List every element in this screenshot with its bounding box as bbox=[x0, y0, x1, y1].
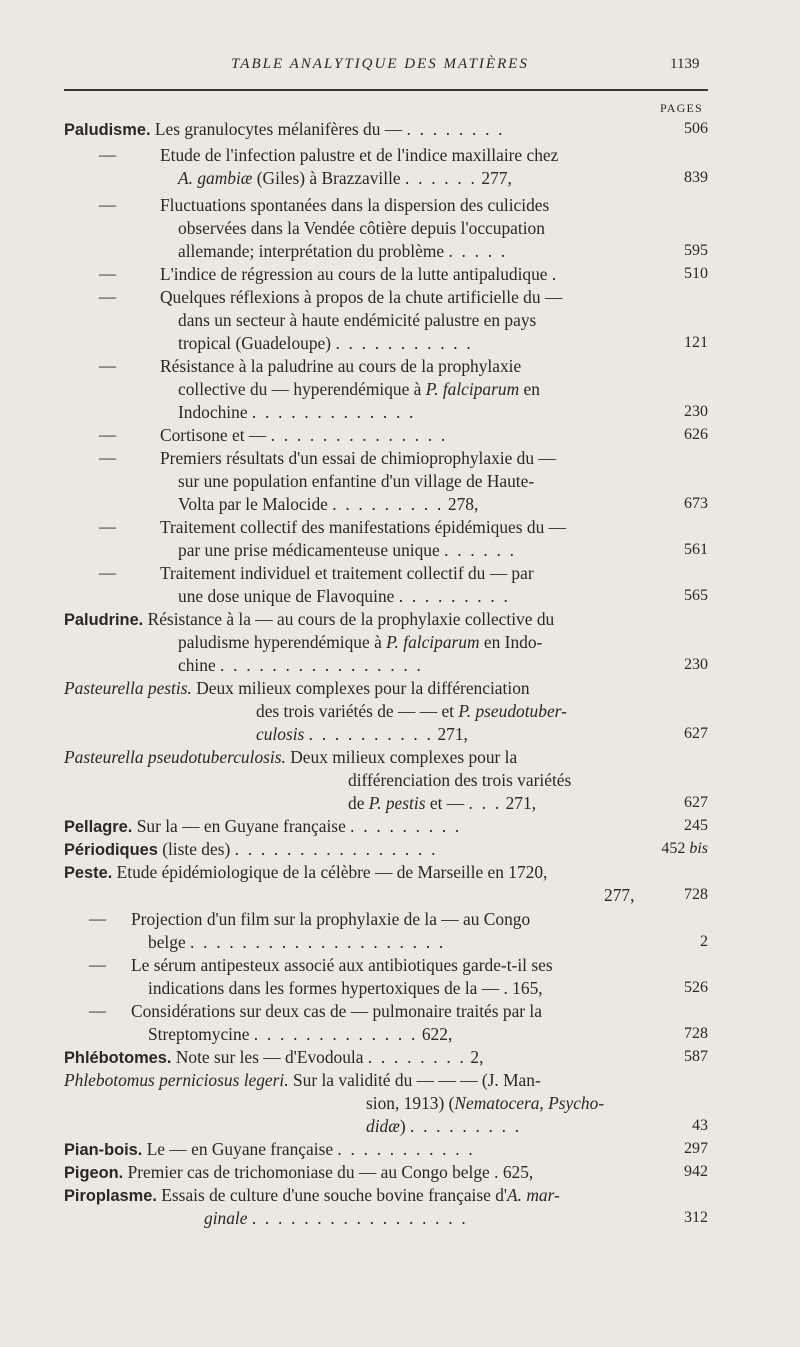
entry-text: Deux milieux complexes pour la bbox=[290, 747, 518, 767]
entry-keyword: Pasteurella pestis. bbox=[64, 678, 192, 698]
species-name: culosis bbox=[256, 724, 305, 744]
entry-text: Premier cas de trichomoniase du — au Congo belge . bbox=[127, 1162, 499, 1182]
extra-page-reference: 625, bbox=[502, 1162, 534, 1182]
entry-text: (liste des) bbox=[162, 839, 231, 859]
index-entry-line: dans un secteur à haute endémicité palustre en pays bbox=[178, 310, 537, 330]
entry-keyword: Paludrine. bbox=[64, 611, 144, 629]
page-reference: 626 bbox=[684, 426, 708, 443]
leader-dots: . . . . . . . . . . . . . . . . bbox=[234, 839, 438, 859]
index-entry-line bbox=[64, 1183, 560, 1207]
index-entry-line bbox=[348, 791, 536, 815]
repeat-dash: — bbox=[99, 264, 116, 283]
entry-text: Essais de culture d'une souche bovine française d' bbox=[161, 1185, 508, 1205]
index-entry-line: L'indice de régression au cours de la lutte antipaludique . bbox=[160, 264, 557, 284]
index-entry-line bbox=[148, 1022, 452, 1046]
species-name: A. gambiæ bbox=[178, 168, 253, 188]
page-reference: 43 bbox=[692, 1117, 708, 1134]
index-entry-line: Projection d'un film sur la prophylaxie de la — au Congo bbox=[131, 909, 531, 929]
entry-text: Deux milieux complexes pour la différenciation bbox=[196, 678, 530, 698]
index-entry-line bbox=[64, 117, 505, 141]
leader-dots: . . . . . bbox=[448, 241, 508, 261]
entry-text: paludisme hyperendémique à bbox=[178, 632, 382, 652]
page-reference: 587 bbox=[684, 1048, 708, 1065]
index-entry-line bbox=[178, 166, 512, 190]
entry-text: collective du — hyperendémique à bbox=[178, 379, 422, 399]
leader-dots: . . . . . . . . . . . . . . . . bbox=[220, 655, 424, 675]
index-entry-line bbox=[256, 722, 468, 746]
index-entry-line bbox=[366, 1091, 604, 1115]
entry-text: (Giles) à Brazzaville bbox=[256, 168, 401, 188]
extra-page-reference: 277, bbox=[604, 885, 635, 905]
index-entry-line bbox=[64, 860, 547, 884]
pages-column-label: PAGES bbox=[660, 101, 703, 115]
repeat-dash: — bbox=[89, 955, 106, 974]
page-reference: 565 bbox=[684, 587, 708, 604]
index-entry-line bbox=[256, 699, 567, 723]
leader-dots: . . . . . . . . . . . . . . bbox=[270, 425, 448, 445]
index-entry-line bbox=[178, 630, 542, 654]
entry-text: de bbox=[348, 793, 365, 813]
repeat-dash: — bbox=[99, 287, 116, 306]
entry-text: Sur la — en Guyane française bbox=[136, 816, 346, 836]
page-reference: 526 bbox=[684, 979, 708, 996]
entry-text: en bbox=[523, 379, 540, 399]
entry-text: en Indo- bbox=[483, 632, 543, 652]
entry-text: belge bbox=[148, 932, 186, 952]
page-reference: 297 bbox=[684, 1140, 708, 1157]
page-reference: 839 bbox=[684, 169, 708, 186]
leader-dots: . . . . . . . . . . . . . bbox=[251, 402, 416, 422]
leader-dots: . . . . . . . . . . . . . . . . . bbox=[251, 1208, 468, 1228]
page-reference: 245 bbox=[684, 817, 708, 834]
entry-text: Le — en Guyane française bbox=[146, 1139, 334, 1159]
entry-text: chine bbox=[178, 655, 216, 675]
index-entry-line: observées dans la Vendée côtière depuis l'occupation bbox=[178, 218, 545, 238]
entry-text: Indochine bbox=[178, 402, 248, 422]
leader-dots: . . . . . . . . bbox=[367, 1047, 467, 1067]
leader-dots: . . . . . . . . bbox=[406, 119, 505, 139]
species-name: P. falciparum bbox=[425, 379, 520, 399]
index-entry-line bbox=[178, 653, 423, 677]
index-entry-line bbox=[178, 584, 510, 608]
entry-text: par une prise médicamenteuse unique bbox=[178, 540, 440, 560]
entry-keyword: Pellagre. bbox=[64, 818, 133, 836]
species-name: P. pseudotuber- bbox=[458, 701, 567, 721]
index-entry-line bbox=[160, 423, 447, 447]
leader-dots: . . . . . . . . . bbox=[350, 816, 462, 836]
entry-keyword: Piroplasme. bbox=[64, 1187, 157, 1205]
extra-page-reference: 277, bbox=[481, 168, 512, 188]
index-entry-line: Premiers résultats d'un essai de chimioprophylaxie du — bbox=[160, 448, 556, 468]
page-reference: 121 bbox=[684, 334, 708, 351]
extra-page-reference: 165, bbox=[512, 978, 543, 998]
leader-dots: . . . . . . . . . . . . . bbox=[253, 1024, 418, 1044]
entry-text: tropical (Guadeloupe) bbox=[178, 333, 332, 353]
species-name: P. falciparum bbox=[386, 632, 480, 652]
repeat-dash: — bbox=[99, 448, 116, 467]
index-entry-line: Le sérum antipesteux associé aux antibiotiques garde-t-il ses bbox=[131, 955, 553, 975]
page-reference: 561 bbox=[684, 541, 708, 558]
entry-keyword: Paludisme. bbox=[64, 121, 151, 139]
repeat-dash: — bbox=[89, 1001, 106, 1020]
page-reference: 942 bbox=[684, 1163, 708, 1180]
extra-page-reference: 271, bbox=[505, 793, 537, 813]
page-reference: 230 bbox=[684, 656, 708, 673]
folio-number: 1139 bbox=[670, 56, 700, 72]
entry-text: Résistance à la — au cours de la prophylaxie collective du bbox=[147, 609, 555, 629]
extra-page-reference: 2, bbox=[470, 1047, 484, 1067]
index-entry-line: Résistance à la paludrine au cours de la prophylaxie bbox=[160, 356, 522, 376]
leader-dots: . . . . . . . . . . . bbox=[337, 1139, 475, 1159]
header-rule bbox=[64, 89, 708, 91]
page-reference: 728 bbox=[684, 1025, 708, 1042]
entry-text: Etude épidémiologique de la célèbre — de Marseille en 1720, bbox=[116, 862, 548, 882]
entry-text: ) bbox=[399, 1116, 406, 1136]
entry-keyword: Pian-bois. bbox=[64, 1141, 143, 1159]
page-reference: 595 bbox=[684, 242, 708, 259]
index-entry-line: Fluctuations spontanées dans la dispersion des culicides bbox=[160, 195, 550, 215]
species-name: A. mar- bbox=[507, 1185, 560, 1205]
extra-page-reference: 271, bbox=[437, 724, 468, 744]
index-entry-line: Quelques réflexions à propos de la chute artificielle du — bbox=[160, 287, 563, 307]
entry-text: Note sur les — d'Evodoula bbox=[175, 1047, 364, 1067]
index-entry-line bbox=[64, 837, 438, 861]
repeat-dash: — bbox=[99, 145, 116, 164]
entry-text: sion, 1913) ( bbox=[366, 1093, 455, 1113]
entry-text: Sur la validité du — — — (J. Man- bbox=[292, 1070, 541, 1090]
index-entry-line: sur une population enfantine d'un village de Haute- bbox=[178, 471, 535, 491]
entry-text: Les granulocytes mélanifères du — bbox=[154, 119, 403, 139]
entry-text: Volta par le Malocide bbox=[178, 494, 328, 514]
index-entry-line bbox=[178, 331, 473, 355]
page-reference: 627 bbox=[684, 794, 708, 811]
entry-keyword: Périodiques bbox=[64, 841, 158, 859]
repeat-dash: — bbox=[99, 517, 116, 536]
taxon-name: didæ bbox=[366, 1116, 400, 1136]
index-entry-line bbox=[178, 538, 516, 562]
page-reference: 312 bbox=[684, 1209, 708, 1226]
bis-suffix: bis bbox=[689, 840, 708, 857]
leader-dots: . . . . . . . . . bbox=[332, 494, 444, 514]
index-entry-line bbox=[178, 400, 416, 424]
entry-keyword: Phlebotomus perniciosus legeri. bbox=[64, 1070, 289, 1090]
entry-text: des trois variétés de — — et bbox=[256, 701, 455, 721]
page-reference: 627 bbox=[684, 725, 708, 742]
page-number: 452 bbox=[661, 840, 686, 857]
page-reference: 728 bbox=[684, 886, 708, 903]
leader-dots: . . . . . . bbox=[405, 168, 478, 188]
species-name: P. pestis bbox=[368, 793, 426, 813]
index-entry-line bbox=[64, 1160, 533, 1184]
entry-text: Streptomycine bbox=[148, 1024, 250, 1044]
index-entry-line: Traitement individuel et traitement collectif du — par bbox=[160, 563, 534, 583]
page-reference: 510 bbox=[684, 265, 708, 282]
index-entry-line bbox=[64, 1068, 541, 1092]
leader-dots: . . . . . . . . . . . . . . . . . . . . bbox=[190, 932, 446, 952]
index-entry-line bbox=[64, 814, 461, 838]
leader-dots: . . . . . . . . . . . bbox=[335, 333, 473, 353]
extra-page-reference: 622, bbox=[421, 1024, 453, 1044]
leader-dots: . . . . . . . . . . bbox=[308, 724, 434, 744]
index-entry-line bbox=[64, 745, 517, 769]
extra-page-reference: 278, bbox=[447, 494, 479, 514]
repeat-dash: — bbox=[99, 563, 116, 582]
entry-keyword: Pigeon. bbox=[64, 1164, 124, 1182]
repeat-dash: — bbox=[89, 909, 106, 928]
entry-keyword: Phlébotomes. bbox=[64, 1049, 172, 1067]
index-entry-line bbox=[178, 492, 478, 516]
repeat-dash: — bbox=[99, 195, 116, 214]
taxon-name: Nematocera, Psycho- bbox=[454, 1093, 605, 1113]
index-entry-line bbox=[148, 930, 445, 954]
index-entry-line: Etude de l'infection palustre et de l'indice maxillaire chez bbox=[160, 145, 559, 165]
index-entry-line bbox=[178, 377, 540, 401]
index-entry-line bbox=[64, 1045, 483, 1069]
index-entry-line bbox=[64, 1137, 475, 1161]
leader-dots: . . . . . . bbox=[444, 540, 517, 560]
entry-keyword: Pasteurella pseudotuberculosis. bbox=[64, 747, 286, 767]
index-entry-line bbox=[366, 1114, 521, 1138]
leader-dots: . . . . . . . . . bbox=[409, 1116, 522, 1136]
entry-text: allemande; interprétation du problème bbox=[178, 241, 445, 261]
page-reference: 230 bbox=[684, 403, 708, 420]
index-entry-line: Considérations sur deux cas de — pulmonaire traités par la bbox=[131, 1001, 542, 1021]
index-entry-line: différenciation des trois variétés bbox=[348, 770, 572, 790]
entry-text: et — bbox=[429, 793, 465, 813]
index-entry-line bbox=[64, 607, 554, 631]
index-entry-line bbox=[178, 239, 507, 263]
repeat-dash: — bbox=[99, 356, 116, 375]
running-title: TABLE ANALYTIQUE DES MATIÈRES bbox=[231, 56, 529, 72]
species-name: ginale bbox=[204, 1208, 248, 1228]
index-entry-line bbox=[204, 1206, 468, 1230]
page-reference bbox=[600, 837, 708, 861]
repeat-dash: — bbox=[99, 425, 116, 444]
leader-dots: . . . . . . . . . bbox=[398, 586, 511, 606]
index-entry-line bbox=[64, 676, 530, 700]
entry-text: Cortisone et — bbox=[160, 425, 267, 445]
index-entry-line: Traitement collectif des manifestations épidémiques du — bbox=[160, 517, 567, 537]
entry-keyword: Peste. bbox=[64, 864, 113, 882]
page-reference: 673 bbox=[684, 495, 708, 512]
page-reference: 2 bbox=[700, 933, 708, 950]
entry-text: une dose unique de Flavoquine bbox=[178, 586, 395, 606]
leader-dots: . . . bbox=[468, 793, 502, 813]
entry-text: indications dans les formes hypertoxiques de la — . bbox=[148, 978, 508, 998]
page-reference: 506 bbox=[684, 120, 708, 137]
index-entry-line bbox=[148, 976, 543, 1000]
